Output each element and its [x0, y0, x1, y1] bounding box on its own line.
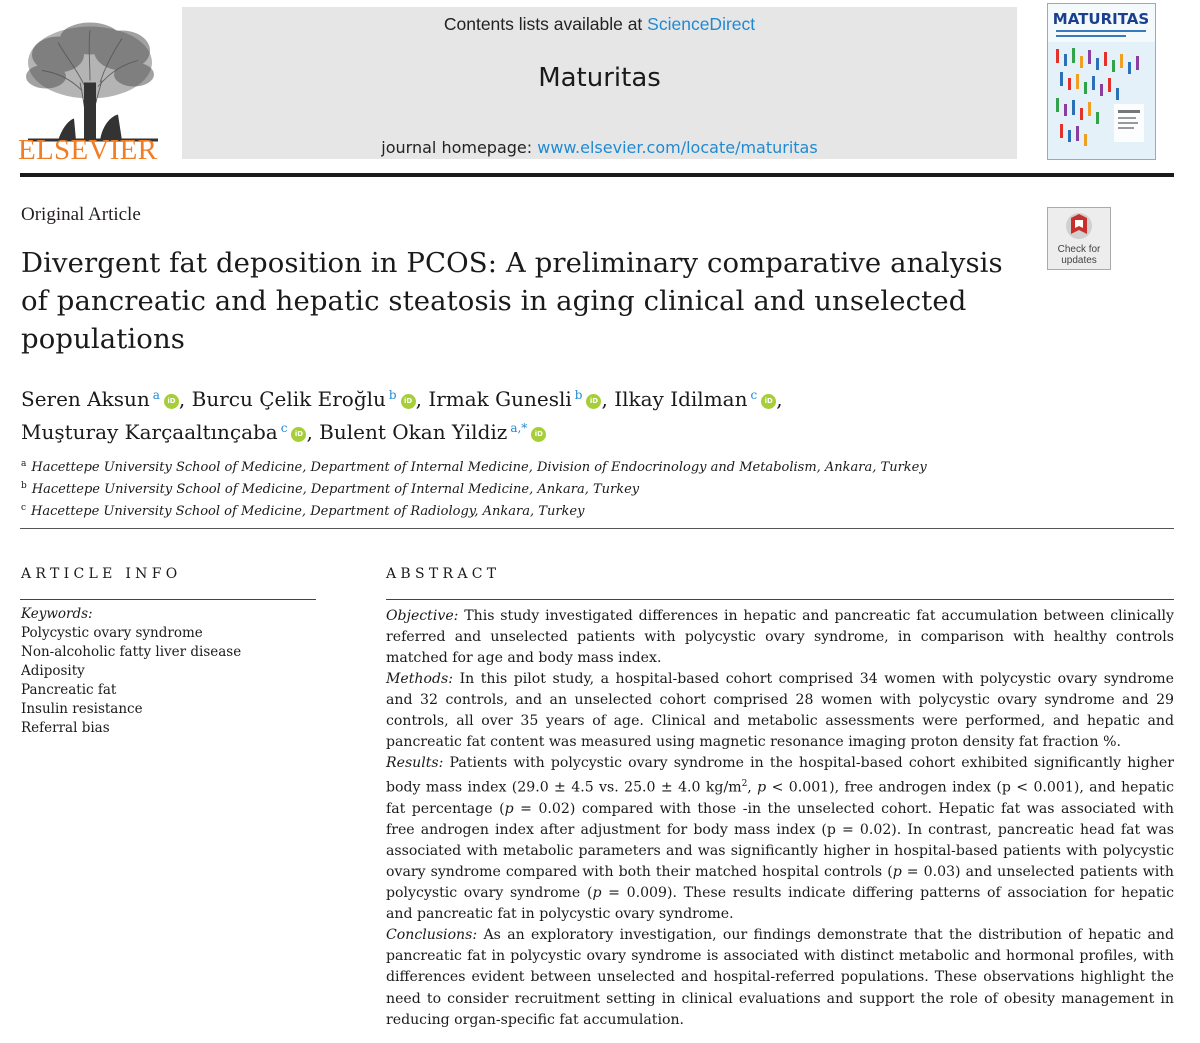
orcid-icon[interactable]: iD	[531, 427, 546, 442]
check-updates-label-line2: updates	[1061, 255, 1097, 266]
affiliation	[21, 499, 1171, 521]
affiliation-text: Hacettepe University School of Medicine, Department of Radiology, Ankara, Turkey	[31, 504, 585, 519]
author-name[interactable]: Burcu Çelik Eroğlu	[191, 387, 386, 411]
results-text-5: = 0.03) and unselected patients with polycystic ovary syndrome (	[386, 864, 1174, 902]
author	[21, 420, 313, 444]
results-text-2: ,	[747, 780, 758, 797]
affiliation-text: Hacettepe University School of Medicine, Department of Internal Medicine, Ankara, Turkey	[31, 482, 640, 497]
abstract-conclusions	[386, 925, 1174, 1030]
article-info-heading: ARTICLE INFO	[21, 566, 182, 582]
article-title: Divergent fat deposition in PCOS: A preliminary comparative analysis of pancreatic and hepatic steatosis in aging clinical and unselected populations	[21, 247, 1003, 355]
author-separator: ,	[415, 387, 422, 411]
abstract-objective	[386, 606, 1174, 669]
objective-label: Objective:	[386, 608, 459, 624]
abstract-methods	[386, 669, 1174, 753]
abstract-rule	[386, 599, 1174, 600]
objective-text: This study investigated differences in hepatic and pancreatic fat accumulation between clinically referred and unselected patients with polycystic ovary syndrome, in comparison with healthy controls matched for age and body mass index.	[386, 608, 1174, 667]
cover-graphic	[1048, 4, 1155, 159]
affiliation	[21, 477, 1171, 499]
keyword: Insulin resistance	[21, 701, 143, 717]
orcid-icon[interactable]: iD	[291, 427, 306, 442]
check-updates-badge	[1048, 208, 1110, 269]
orcid-icon[interactable]: iD	[164, 394, 179, 409]
affiliation-list	[21, 455, 1171, 521]
author-separator: ,	[601, 387, 608, 411]
results-label: Results:	[386, 755, 444, 772]
methods-text: In this pilot study, a hospital-based cohort comprised 34 women with polycystic ovary syndrome and 32 controls, and an unselected cohort comprised 28 women with polycystic ovary syndrome and 29 controls, all over 35 years of age. Clinical and metabolic assessments were performed, and hepatic and pancreatic fat content was measured using magnetic resonance imaging proton density fat fraction %.	[386, 671, 1174, 751]
cover-title: MATURITAS	[1052, 10, 1150, 28]
author	[319, 420, 546, 444]
contents-prefix: Contents lists available at	[443, 14, 648, 34]
author-affiliation-marker[interactable]: a,*	[510, 421, 528, 435]
author-name[interactable]: Bulent Okan Yildiz	[319, 420, 508, 444]
orcid-icon[interactable]: iD	[586, 394, 601, 409]
author-affiliation-marker[interactable]: c	[280, 421, 288, 435]
affiliation-label: b	[21, 481, 27, 491]
results-p-4: p	[592, 885, 602, 902]
header-rule	[20, 173, 1174, 177]
article-type: Original Article	[21, 204, 141, 225]
keyword: Adiposity	[21, 663, 85, 679]
results-p-2: p	[504, 801, 514, 818]
conclusions-text: As an exploratory investigation, our findings demonstrate that the distribution of hepatic and pancreatic fat in polycystic ovary syndrome is associated with distinct metabolic and hormonal profiles, with differences evident between unselected and hospital-referred populations. These observations highlight the need to consider recruitment setting in clinical evaluations and support the role of obesity management in reducing organ-specific fat accumulation.	[386, 927, 1175, 1028]
results-p-3: p	[892, 864, 902, 881]
affiliation	[21, 455, 1171, 477]
author-name[interactable]: Ilkay Idilman	[614, 387, 748, 411]
homepage-link[interactable]: www.elsevier.com/locate/maturitas	[537, 138, 818, 157]
results-text-3: < 0.001), free androgen index (p < 0.001), and hepatic fat percentage (	[386, 780, 1174, 818]
author-separator: ,	[776, 387, 783, 411]
keyword: Non-alcoholic fatty liver disease	[21, 644, 242, 660]
author-affiliation-marker[interactable]: a	[152, 388, 160, 402]
keyword-list	[21, 624, 321, 738]
author-affiliation-marker[interactable]: b	[574, 388, 583, 402]
keywords-label: Keywords:	[21, 606, 93, 622]
author-separator: ,	[306, 420, 313, 444]
keywords-block	[21, 605, 321, 738]
keyword: Pancreatic fat	[21, 682, 117, 698]
results-superscript: 2	[741, 779, 748, 790]
author-name[interactable]: Irmak Gunesli	[428, 387, 572, 411]
results-text-4: = 0.02) compared with those -in the unselected cohort. Hepatic fat was associated with free androgen index after adjustment for body mass index (p = 0.02). In contrast, pancreatic head fat was associated with metabolic parameters and was significantly higher in hospital-based patients with polycystic ovary syndrome compared with both their matched hospital controls (	[386, 801, 1174, 881]
article-info-rule	[20, 599, 316, 600]
keyword: Polycystic ovary syndrome	[21, 625, 203, 641]
orcid-icon[interactable]: iD	[401, 394, 416, 409]
author-list	[21, 381, 1171, 447]
contents-line	[182, 14, 1017, 35]
conclusions-label: Conclusions:	[386, 927, 478, 944]
methods-label: Methods:	[386, 671, 454, 688]
author-name[interactable]: Seren Aksun	[21, 387, 150, 411]
affiliation-text: Hacettepe University School of Medicine, Department of Internal Medicine, Division of Endocrinology and Metabolism, Ankara, Turkey	[31, 460, 927, 475]
keyword: Referral bias	[21, 720, 110, 736]
check-for-updates-button[interactable]	[1047, 207, 1111, 270]
abstract-heading: ABSTRACT	[386, 566, 501, 582]
homepage-line	[182, 138, 1017, 157]
author	[21, 387, 185, 411]
results-text-1: Patients with polycystic ovary syndrome in the hospital-based cohort exhibited significantly higher body mass index (29.0 ± 4.5 vs. 25.0 ± 4.0 kg/m	[386, 755, 1174, 797]
check-updates-label-line1: Check for	[1057, 244, 1101, 255]
author-affiliation-marker[interactable]: c	[750, 388, 758, 402]
abstract-body	[386, 606, 1174, 1031]
journal-cover-image[interactable]	[1047, 3, 1156, 160]
affiliation-label: c	[21, 503, 27, 513]
sciencedirect-link[interactable]: ScienceDirect	[647, 14, 756, 34]
section-rule	[20, 528, 1174, 529]
author	[614, 387, 782, 411]
results-p-1: p	[757, 780, 767, 797]
affiliation-label: a	[21, 459, 27, 469]
results-text-6: = 0.009). These results indicate differing patterns of association for hepatic and pancreatic fat in polycystic ovary syndrome.	[386, 885, 1174, 923]
homepage-prefix: journal homepage:	[381, 138, 538, 157]
author-affiliation-marker[interactable]: b	[388, 388, 397, 402]
journal-name: Maturitas	[538, 63, 661, 93]
orcid-icon[interactable]: iD	[761, 394, 776, 409]
author-name[interactable]: Muşturay Karçaaltınçaba	[21, 420, 278, 444]
author-separator: ,	[178, 387, 186, 411]
publisher-wordmark: ELSEVIER	[18, 134, 158, 166]
author	[428, 387, 608, 411]
author	[192, 387, 422, 411]
abstract-results	[386, 753, 1174, 925]
